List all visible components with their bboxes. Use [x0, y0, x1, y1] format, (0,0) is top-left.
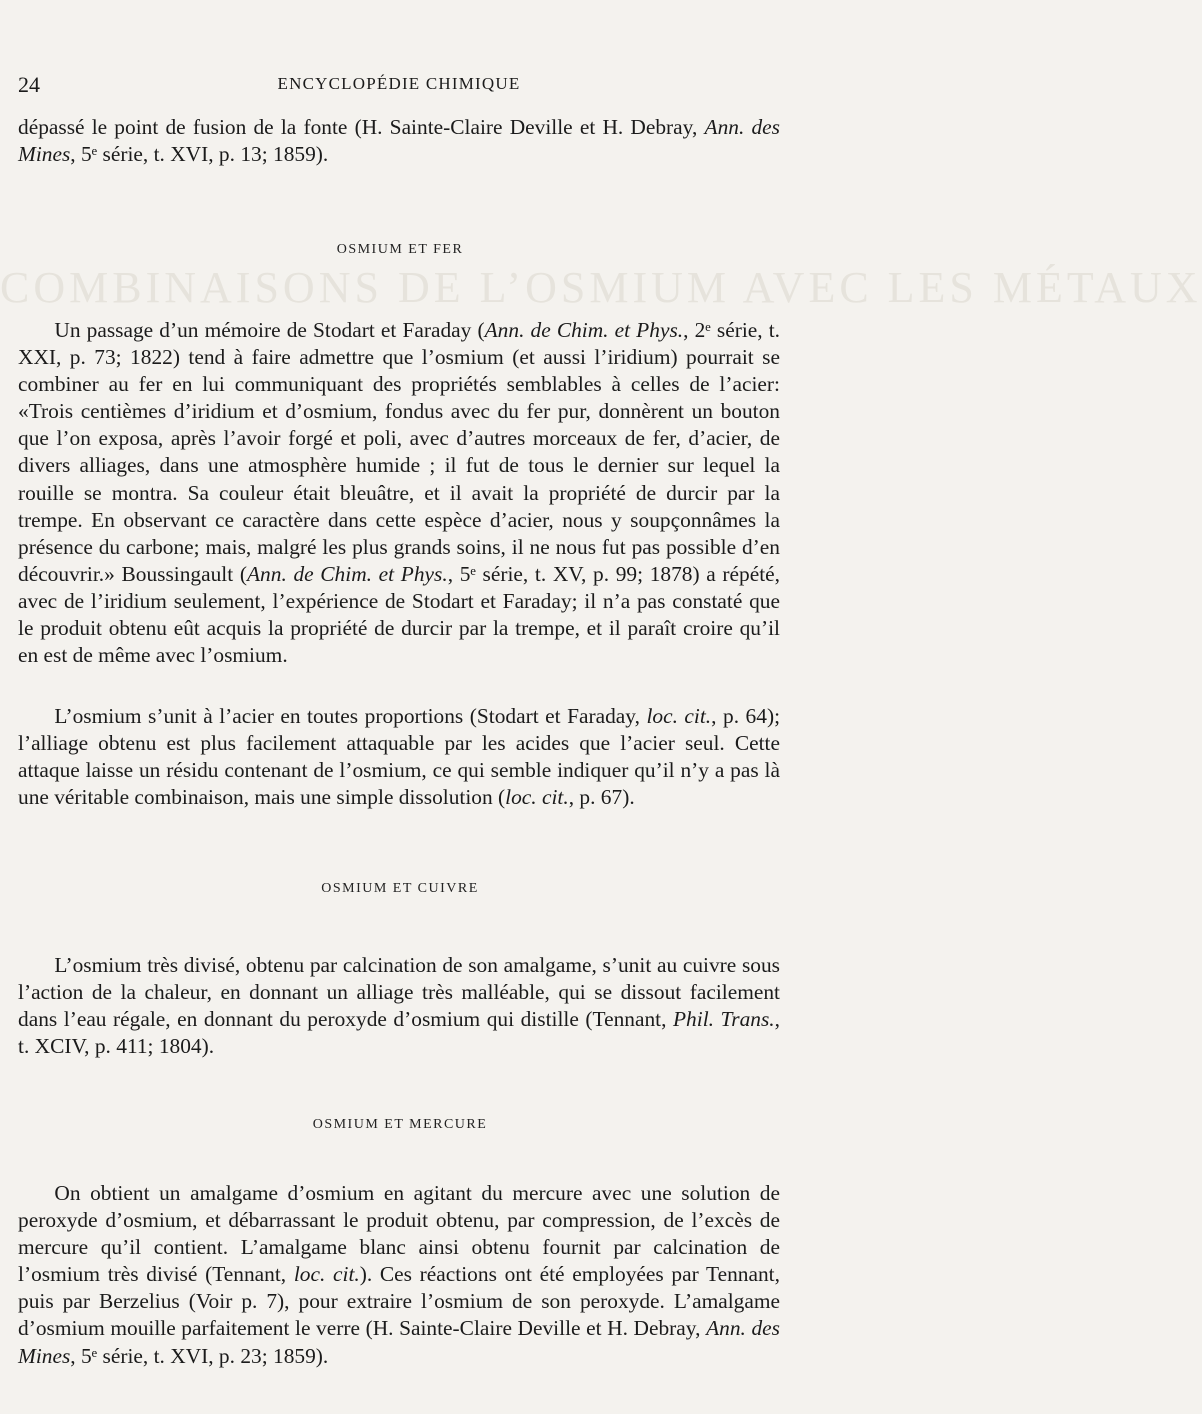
journal-citation: Ann. de Chim. et Phys. [484, 318, 684, 342]
running-title: ENCYCLOPÉDIE CHIMIQUE [277, 74, 521, 93]
paragraph-text: On obtient un amalgame d’osmium en agitant du mercure avec une solution de peroxyde d’osmium, et débarrassant le produit obtenu, par compression, de l’excès de mercure qu’il contient. L’amalgame blanc ainsi obtenu fournit par calcination de l’osmium très divisé (Tennant, [18, 1181, 780, 1287]
citation: loc. cit. [646, 704, 712, 728]
paragraph-text: , 5ᵉ série, t. XVI, p. 23; 1859). [70, 1343, 329, 1368]
paragraph-text: , p. 67). [568, 785, 635, 810]
fer-paragraph-2 [18, 703, 780, 811]
paragraph-text: L’osmium très divisé, obtenu par calcination de son amalgame, s’unit au cuivre sous l’action de la chaleur, en donnant un alliage très malléable, qui se dissout facilement dans l’eau régale, en donnant du peroxyde d’osmium qui distille (Tennant, [18, 953, 780, 1032]
journal-citation: Ann. des Mines [18, 115, 780, 167]
section-title-osmium-fer: OSMIUM ET FER [336, 242, 464, 257]
section-title-osmium-mercure: OSMIUM ET MERCURE [312, 1117, 488, 1132]
page-header [18, 72, 780, 102]
paragraph-text: Un passage d’un mémoire de Stodart et Faraday ( [54, 318, 485, 342]
intro-text: dépassé le point de fusion de la fonte (H. Sainte-Claire Deville et H. Debray, [18, 115, 705, 139]
paragraph-text: ). Ces réactions ont été employées par Tennant, puis par Berzelius (Voir p. 7), pour extraire l’osmium de son peroxyde. L’amalgame d’osmium mouille parfaitement le verre (H. Sainte-Claire Deville et H. Debray, [18, 1262, 780, 1341]
intro-paragraph [18, 114, 780, 168]
journal-citation: Phil. Trans. [672, 1007, 775, 1032]
paragraph-text: , t. XCIV, p. 411; 1804). [18, 1007, 780, 1059]
page-number: 24 [18, 72, 40, 97]
paragraph-text: , 2ᵉ série, t. XXI, p. 73; 1822) tend à faire admettre que l’osmium (et aussi l’iridium) pourrait se combiner au fer en lui communiquant des propriétés semblables à celles de l’acier: «Trois centièmes d’iridium et d’osmium, fondus avec du fer pur, donnèrent un bouton que l’on exposa, après l’avoir forgé et poli, avec d’autres morceaux de fer, d’acier, de divers alliages, dans une atmosphère humide ; il fut de tous le dernier sur lequel la rouille se montra. Sa couleur était bleuâtre, et il avait la propriété de durcir par la trempe. En observant ce caractère dans cette espèce d’acier, nous y soupçonnâmes la présence du carbone; mais, malgré les plus grands soins, il ne nous fut pas possible d’en découvrir.» Boussingault ( [18, 318, 781, 586]
fer-paragraph-1 [18, 317, 780, 669]
citation: loc. cit. [505, 785, 569, 810]
cuivre-paragraph [18, 952, 780, 1060]
paragraph-text: , p. 64); l’alliage obtenu est plus facilement attaquable par les acides que l’acier seul. Cette attaque laisse un résidu contenant de l’osmium, ce qui semble indiquer qu’il n’y a pas là une véritable combinaison, mais une simple dissolution ( [18, 704, 781, 810]
paragraph-text: L’osmium s’unit à l’acier en toutes proportions (Stodart et Faraday, [54, 704, 647, 728]
show-through-text: COMBINAISONS DE L’OSMIUM AVEC LES MÉTAUX [0, 263, 1202, 312]
paragraph-text: , 5ᵉ série, t. XV, p. 99; 1878) a répété, avec de l’iridium seulement, l’expérience de Stodart et Faraday; il n’a pas constaté que le produit obtenu eût acquis la propriété de durcir par la trempe, et il paraît croire qu’il en est de même avec l’osmium. [18, 561, 781, 668]
journal-citation: Ann. des Mines [18, 1316, 780, 1368]
section-title-osmium-cuivre: OSMIUM ET CUIVRE [321, 881, 479, 896]
intro-text: , 5ᵉ série, t. XVI, p. 13; 1859). [70, 142, 329, 167]
mercure-paragraph [18, 1180, 780, 1370]
citation: loc. cit. [293, 1262, 360, 1287]
journal-citation: Ann. de Chim. et Phys. [246, 561, 448, 586]
